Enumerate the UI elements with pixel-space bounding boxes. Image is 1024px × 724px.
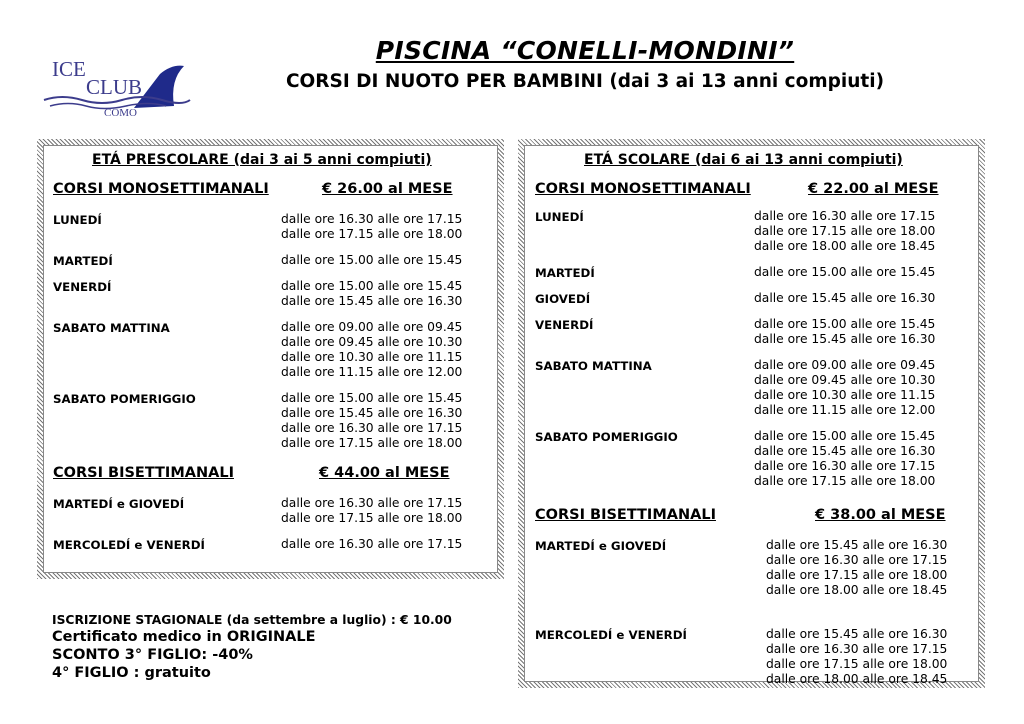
time-slot: dalle ore 11.15 alle ore 12.00 [281, 365, 463, 379]
time-slot: dalle ore 18.00 alle ore 18.45 [766, 583, 948, 597]
page-subtitle: CORSI DI NUOTO PER BAMBINI (dai 3 ai 13 anni compiuti) [285, 71, 885, 92]
time-slot: dalle ore 15.00 alle ore 15.45 [754, 429, 936, 443]
schedule-day: MARTEDÍ [53, 254, 113, 268]
time-slot: dalle ore 15.00 alle ore 15.45 [281, 391, 463, 405]
schedule-day: MARTEDÍ [535, 266, 595, 280]
time-slot: dalle ore 17.15 alle ore 18.00 [754, 224, 936, 238]
time-slot: dalle ore 10.30 alle ore 11.15 [281, 350, 463, 364]
logo-line3: COMO [104, 107, 138, 119]
time-slot: dalle ore 15.00 alle ore 15.45 [754, 317, 936, 331]
time-slot: dalle ore 18.00 alle ore 18.45 [766, 672, 948, 686]
schedule-day: SABATO MATTINA [53, 321, 170, 335]
schedule-day: SABATO MATTINA [535, 359, 652, 373]
time-slot: dalle ore 17.15 alle ore 18.00 [281, 227, 463, 241]
schedule-day: SABATO POMERIGGIO [53, 392, 196, 406]
time-slot: dalle ore 18.00 alle ore 18.45 [754, 239, 936, 253]
time-slot: dalle ore 15.00 alle ore 15.45 [281, 253, 463, 267]
left-bi-price: € 44.00 al MESE [319, 465, 450, 481]
time-slot: dalle ore 15.45 alle ore 16.30 [766, 627, 948, 641]
time-slot: dalle ore 09.45 alle ore 10.30 [754, 373, 936, 387]
schedule-times [281, 253, 462, 268]
time-slot: dalle ore 11.15 alle ore 12.00 [754, 403, 936, 417]
schedule-times [754, 317, 935, 347]
schedule-day: MARTEDÍ e GIOVEDÍ [535, 539, 667, 553]
time-slot: dalle ore 15.45 alle ore 16.30 [754, 332, 936, 346]
schedule-times [281, 212, 462, 242]
schedule-times [281, 320, 462, 380]
time-slot: dalle ore 15.45 alle ore 16.30 [754, 291, 936, 305]
quarto-figlio-text: 4° FIGLIO : gratuito [52, 665, 211, 681]
schedule-times [754, 358, 935, 418]
schedule-times [281, 279, 462, 309]
time-slot: dalle ore 17.15 alle ore 18.00 [754, 474, 936, 488]
time-slot: dalle ore 16.30 alle ore 17.15 [281, 537, 463, 551]
left-mono-price: € 26.00 al MESE [322, 181, 453, 197]
time-slot: dalle ore 15.45 alle ore 16.30 [281, 406, 463, 420]
schedule-day: VENERDÍ [53, 280, 112, 294]
right-bi-price: € 38.00 al MESE [815, 507, 946, 523]
time-slot: dalle ore 15.45 alle ore 16.30 [754, 444, 936, 458]
time-slot: dalle ore 16.30 alle ore 17.15 [281, 496, 463, 510]
schedule-times [754, 429, 935, 489]
iscrizione-text: ISCRIZIONE STAGIONALE (da settembre a luglio) : € 10.00 [52, 613, 452, 627]
time-slot: dalle ore 17.15 alle ore 18.00 [766, 568, 948, 582]
time-slot: dalle ore 17.15 alle ore 18.00 [281, 511, 463, 525]
left-bi-label: CORSI BISETTIMANALI [53, 465, 234, 481]
schedule-times [766, 627, 947, 687]
schedule-day: MARTEDÍ e GIOVEDÍ [53, 497, 185, 511]
time-slot: dalle ore 09.45 alle ore 10.30 [281, 335, 463, 349]
time-slot: dalle ore 15.00 alle ore 15.45 [754, 265, 936, 279]
schedule-day: VENERDÍ [535, 318, 594, 332]
time-slot: dalle ore 16.30 alle ore 17.15 [766, 642, 948, 656]
time-slot: dalle ore 10.30 alle ore 11.15 [754, 388, 936, 402]
schedule-times [754, 291, 935, 306]
sconto-text: SCONTO 3° FIGLIO: -40% [52, 647, 253, 663]
time-slot: dalle ore 16.30 alle ore 17.15 [766, 553, 948, 567]
schedule-day: MERCOLEDÍ e VENERDÍ [53, 538, 205, 552]
left-mono-label: CORSI MONOSETTIMANALI [53, 181, 269, 197]
schedule-day: SABATO POMERIGGIO [535, 430, 678, 444]
ice-club-logo [42, 56, 192, 120]
schedule-day: MERCOLEDÍ e VENERDÍ [535, 628, 687, 642]
time-slot: dalle ore 17.15 alle ore 18.00 [766, 657, 948, 671]
right-mono-label: CORSI MONOSETTIMANALI [535, 181, 751, 197]
time-slot: dalle ore 15.45 alle ore 16.30 [766, 538, 948, 552]
schedule-times [754, 265, 935, 280]
right-bi-label: CORSI BISETTIMANALI [535, 507, 716, 523]
time-slot: dalle ore 16.30 alle ore 17.15 [281, 212, 463, 226]
right-header: ETÁ SCOLARE (dai 6 ai 13 anni compiuti) [584, 152, 903, 168]
schedule-times [281, 496, 462, 526]
logo-line1: ICE [52, 57, 86, 81]
page-title: PISCINA “CONELLI-MONDINI” [375, 36, 795, 65]
left-header: ETÁ PRESCOLARE (dai 3 ai 5 anni compiuti) [92, 152, 432, 168]
time-slot: dalle ore 15.00 alle ore 15.45 [281, 279, 463, 293]
schedule-day: LUNEDÍ [535, 210, 584, 224]
time-slot: dalle ore 09.00 alle ore 09.45 [281, 320, 463, 334]
time-slot: dalle ore 16.30 alle ore 17.15 [754, 209, 936, 223]
time-slot: dalle ore 15.45 alle ore 16.30 [281, 294, 463, 308]
schedule-day: GIOVEDÍ [535, 292, 591, 306]
time-slot: dalle ore 16.30 alle ore 17.15 [281, 421, 463, 435]
schedule-day: LUNEDÍ [53, 213, 102, 227]
schedule-times [281, 537, 462, 552]
schedule-times [754, 209, 935, 254]
schedule-times [281, 391, 462, 451]
schedule-times [766, 538, 947, 598]
right-mono-price: € 22.00 al MESE [808, 181, 939, 197]
logo-line2: CLUB [86, 75, 143, 99]
time-slot: dalle ore 16.30 alle ore 17.15 [754, 459, 936, 473]
certificato-text: Certificato medico in ORIGINALE [52, 629, 316, 645]
time-slot: dalle ore 09.00 alle ore 09.45 [754, 358, 936, 372]
time-slot: dalle ore 17.15 alle ore 18.00 [281, 436, 463, 450]
